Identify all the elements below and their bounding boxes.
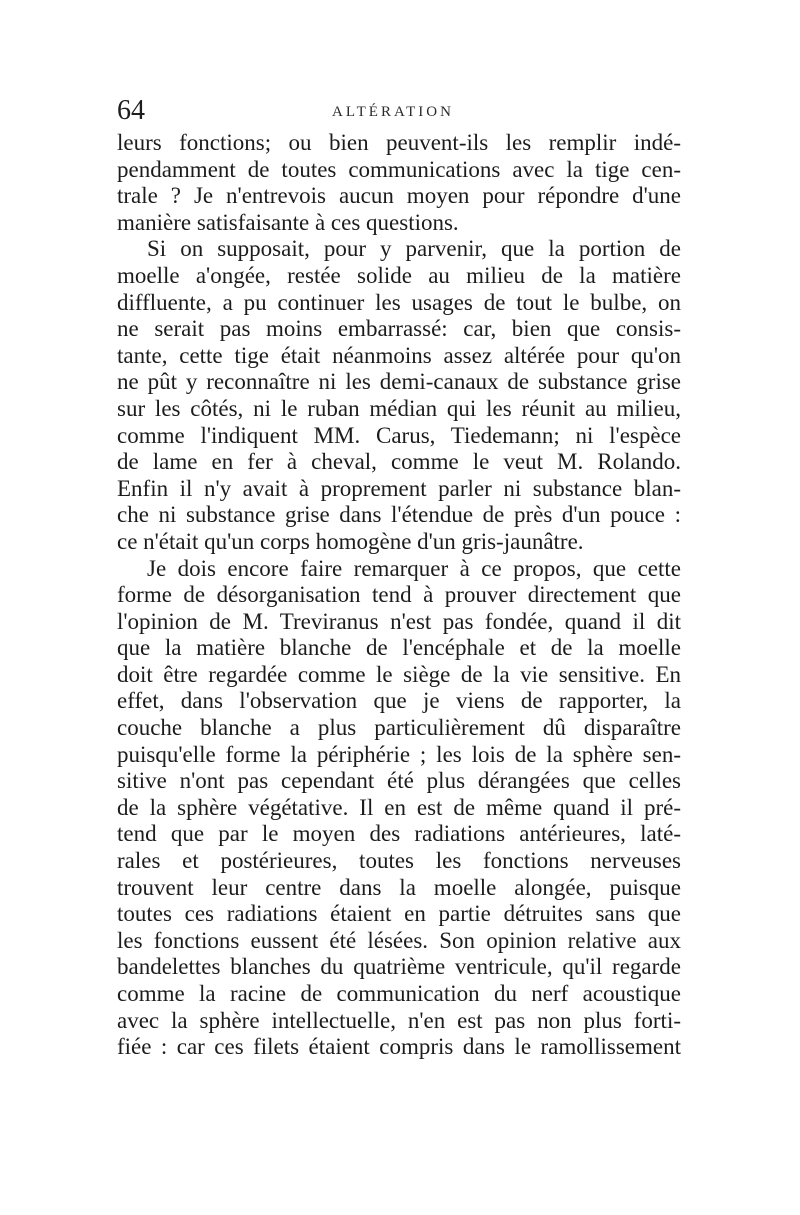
text-line: trale ? Je n'entrevois aucun moyen pour répondre d'une xyxy=(117,183,681,209)
text-line: Enfin il n'y avait à proprement parler ni substance blan- xyxy=(117,475,681,501)
body-text xyxy=(117,130,681,1061)
text-line: forme de désorganisation tend à prouver directement que xyxy=(117,582,681,608)
text-line: che ni substance grise dans l'étendue de près d'un pouce : xyxy=(117,502,681,528)
text-line: de lame en fer à cheval, comme le veut M. Rolando. xyxy=(117,449,681,475)
text-line: tend que par le moyen des radiations antérieures, laté- xyxy=(117,821,681,847)
text-line: ne serait pas moins embarrassé: car, bien que consis- xyxy=(117,316,681,342)
text-line: sitive n'ont pas cependant été plus dérangées que celles xyxy=(117,768,681,794)
paragraph-start-line: Si on supposait, pour y parvenir, que la portion de xyxy=(147,236,681,262)
text-line: que la matière blanche de l'encéphale et de la moelle xyxy=(117,635,681,661)
text-line: bandelettes blanches du quatrième ventricule, qu'il regarde xyxy=(117,954,681,980)
text-line: comme l'indiquent MM. Carus, Tiedemann; ni l'espèce xyxy=(117,422,681,448)
text-line: trouvent leur centre dans la moelle alongée, puisque xyxy=(117,874,681,900)
text-line: doit être regardée comme le siège de la vie sensitive. En xyxy=(117,661,681,687)
text-line: avec la sphère intellectuelle, n'en est pas non plus forti- xyxy=(117,1007,681,1033)
page-header xyxy=(117,94,681,128)
text-line: diffluente, a pu continuer les usages de tout le bulbe, on xyxy=(117,289,681,315)
text-line: fiée : car ces filets étaient compris dans le ramollissement xyxy=(117,1034,681,1060)
text-line: couche blanche a plus particulièrement dû disparaître xyxy=(117,715,681,741)
paragraph-start-line: Je dois encore faire remarquer à ce propos, que cette xyxy=(147,555,681,581)
page-number: 64 xyxy=(117,95,145,126)
text-line: moelle a'ongée, restée solide au milieu de la matière xyxy=(117,262,681,288)
text-line: rales et postérieures, toutes les fonctions nerveuses xyxy=(117,848,681,874)
text-line: sur les côtés, ni le ruban médian qui les réunit au milieu, xyxy=(117,395,681,421)
text-line: leurs fonctions; ou bien peuvent-ils les remplir indé- xyxy=(117,130,681,155)
text-line: comme la racine de communication du nerf acoustique xyxy=(117,981,681,1006)
text-line: manière satisfaisante à ces questions. xyxy=(117,209,459,235)
text-line: l'opinion de M. Treviranus n'est pas fondée, quand il dit xyxy=(117,608,681,634)
text-line: ne pût y reconnaître ni les demi-canaux de substance grise xyxy=(117,369,681,395)
text-line: de la sphère végétative. Il en est de même quand il pré- xyxy=(117,794,681,820)
text-line: toutes ces radiations étaient en partie détruites sans que xyxy=(117,901,681,927)
text-line: ce n'était qu'un corps homogène d'un gris-jaunâtre. xyxy=(117,528,584,554)
text-line: tante, cette tige était néanmoins assez altérée pour qu'on xyxy=(117,342,681,368)
text-line: effet, dans l'observation que je viens de rapporter, la xyxy=(117,688,681,714)
running-head: ALTÉRATION xyxy=(332,104,454,120)
text-line: puisqu'elle forme la périphérie ; les lois de la sphère sen- xyxy=(117,741,681,767)
text-line: pendamment de toutes communications avec la tige cen- xyxy=(117,156,681,182)
text-line: les fonctions eussent été lésées. Son opinion relative aux xyxy=(117,927,681,953)
